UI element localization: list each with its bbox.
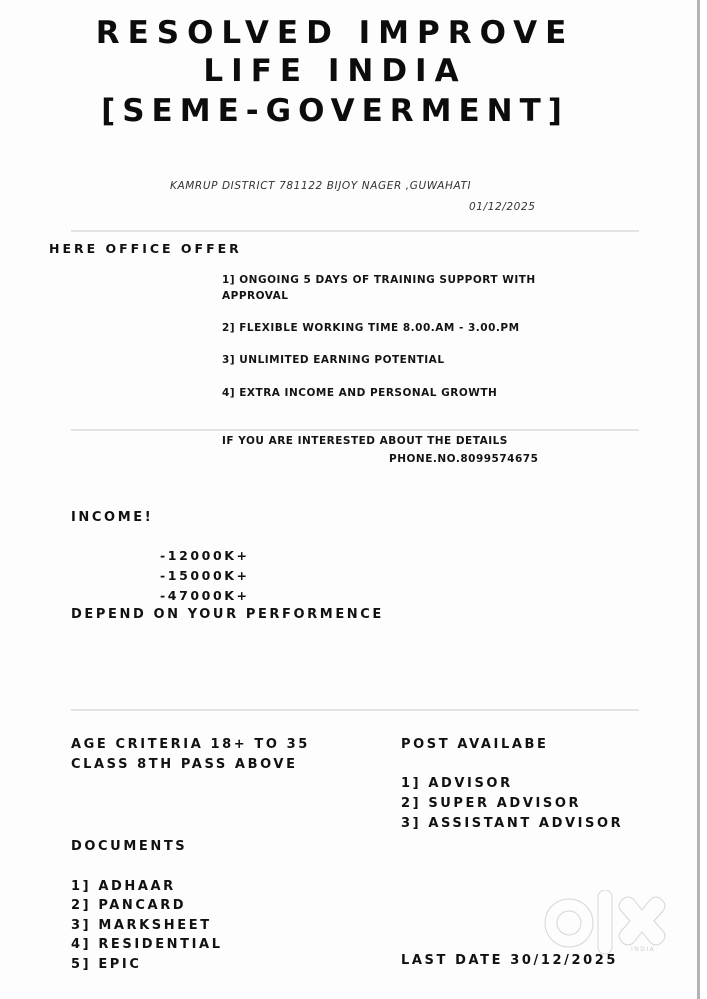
offer-item-1-line2: APPROVAL bbox=[222, 290, 289, 302]
contact-text: IF YOU ARE INTERESTED ABOUT THE DETAILS bbox=[222, 435, 508, 447]
divider bbox=[71, 709, 639, 711]
age-criteria: AGE CRITERIA 18+ TO 35 bbox=[71, 737, 310, 752]
document-item: 4] RESIDENTIAL bbox=[71, 937, 223, 952]
document-item: 2] PANCARD bbox=[71, 898, 187, 913]
issue-date: 01/12/2025 bbox=[469, 201, 536, 213]
title-line-1: RESOLVED IMPROVE bbox=[95, 15, 575, 51]
document-item: 3] MARKSHEET bbox=[71, 918, 212, 933]
document-item: 1] ADHAAR bbox=[71, 879, 176, 894]
title-line-3: [SEME-GOVERMENT] bbox=[101, 93, 569, 129]
income-value-2: -15000K+ bbox=[160, 568, 250, 583]
last-date: LAST DATE 30/12/2025 bbox=[401, 953, 619, 968]
contact-phone: PHONE.NO.8099574675 bbox=[389, 453, 539, 465]
income-value-3: -47000K+ bbox=[160, 588, 250, 603]
title-line-2: LIFE INDIA bbox=[203, 53, 467, 89]
address: KAMRUP DISTRICT 781122 BIJOY NAGER ,GUWAHATI bbox=[170, 180, 472, 192]
income-note: DEPEND ON YOUR PERFORMENCE bbox=[71, 607, 384, 622]
page-margin bbox=[700, 0, 707, 999]
education-criteria: CLASS 8TH PASS ABOVE bbox=[71, 757, 298, 772]
income-value-1: -12000K+ bbox=[160, 548, 250, 563]
offer-item-3: 3] UNLIMITED EARNING POTENTIAL bbox=[222, 354, 445, 366]
document-item: 5] EPIC bbox=[71, 957, 142, 972]
post-item: 1] ADVISOR bbox=[401, 776, 513, 791]
posts-heading: POST AVAILABE bbox=[401, 737, 549, 752]
divider bbox=[71, 230, 639, 232]
divider bbox=[71, 429, 639, 431]
offer-item-2: 2] FLEXIBLE WORKING TIME 8.00.AM - 3.00.PM bbox=[222, 322, 520, 334]
income-heading: INCOME! bbox=[71, 510, 154, 525]
post-item: 3] ASSISTANT ADVISOR bbox=[401, 816, 624, 831]
olx-watermark-sub: INDIA bbox=[631, 946, 656, 953]
offer-heading: HERE OFFICE OFFER bbox=[49, 241, 242, 256]
offer-item-1-line1: 1] ONGOING 5 DAYS OF TRAINING SUPPORT WITH bbox=[222, 274, 536, 286]
offer-item-4: 4] EXTRA INCOME AND PERSONAL GROWTH bbox=[222, 387, 498, 399]
documents-heading: DOCUMENTS bbox=[71, 839, 188, 854]
post-item: 2] SUPER ADVISOR bbox=[401, 796, 582, 811]
